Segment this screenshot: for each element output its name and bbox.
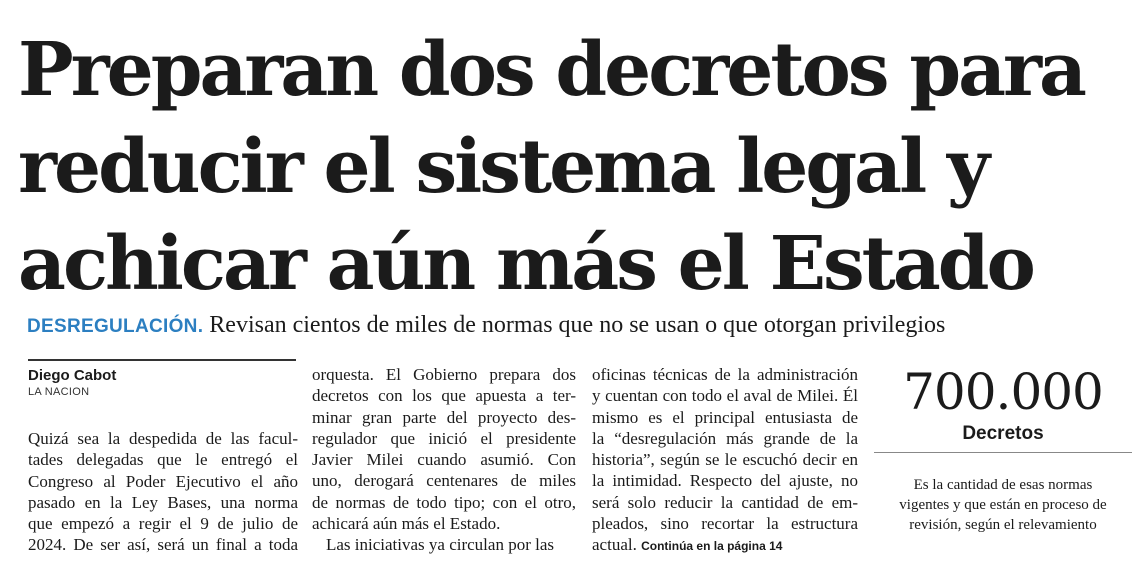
stat-number: 700.000 <box>903 363 1103 421</box>
body-line: uno, derogará centenares de miles <box>312 471 576 491</box>
continued-link[interactable]: Continúa en la página 14 <box>641 539 783 554</box>
body-line: decretos con los que apuesta a ter- <box>312 386 576 406</box>
stat-divider <box>874 452 1132 453</box>
body-line: Las iniciativas ya circulan por las <box>326 535 554 555</box>
author-name: Diego Cabot <box>28 367 117 384</box>
section-kicker: DESREGULACIÓN. <box>27 316 204 337</box>
body-line: de normas de todo tipo; con el otro, <box>312 492 576 512</box>
article-column-3 <box>592 364 858 558</box>
body-line: Congreso al Poder Ejecutivo el año <box>28 471 298 491</box>
body-line: historia”, según se le escuchó decir en <box>592 450 858 470</box>
headline-line-2: reducir el sistema legal y <box>18 124 987 210</box>
body-line: mismo es el principal entusiasta de <box>592 407 858 427</box>
body-line: Quizá sea la despedida de las facul- <box>28 429 298 448</box>
body-line: y cuentan con todo el aval de Milei. Él <box>592 386 858 406</box>
body-line: tades delegadas que le entregó el <box>28 450 298 470</box>
stat-box <box>874 362 1132 535</box>
body-line: será solo reducir la cantidad de em- <box>592 492 858 512</box>
body-line-text: actual. <box>592 535 637 555</box>
body-line: pasado en la Ley Bases, una norma <box>28 492 298 512</box>
article-column-1 <box>28 428 298 556</box>
agency-name: LA NACION <box>28 386 90 398</box>
headline <box>18 22 1133 313</box>
subheadline <box>27 310 1137 342</box>
headline-line-1: Preparan dos decretos para <box>18 27 1084 113</box>
stat-desc-line: vigentes y que están en proceso de <box>899 497 1107 513</box>
body-line: regulador que inició el presidente <box>312 428 576 448</box>
stat-description <box>874 475 1132 535</box>
body-line: minar gran parte del proyecto des- <box>312 407 576 427</box>
body-line: oficinas técnicas de la administración <box>592 365 858 384</box>
headline-line-3: achicar aún más el Estado <box>18 221 1033 307</box>
body-line: achicará aún más el Estado. <box>312 514 501 534</box>
body-line: orquesta. El Gobierno prepara dos <box>312 365 576 384</box>
body-line: Javier Milei cuando asumió. Con <box>312 450 576 470</box>
byline-rule <box>28 359 296 361</box>
stat-desc-line: revisión, según el relevamiento <box>909 517 1097 533</box>
stat-label: Decretos <box>962 423 1044 444</box>
body-line: pleados, sino recortar la estructura <box>592 514 858 534</box>
article-column-2 <box>312 364 576 556</box>
body-line-last <box>592 534 858 557</box>
stat-desc-line: Es la cantidad de esas normas <box>913 477 1093 493</box>
body-line: 2024. De ser así, será un final a toda <box>28 535 298 555</box>
body-line: la “desregulación más grande de la <box>592 428 858 448</box>
body-line: la intimidad. Respecto del ajuste, no <box>592 471 858 491</box>
byline <box>28 366 116 399</box>
subheadline-text: Revisan cientos de miles de normas que no se usan o que otorgan privilegios <box>209 312 946 338</box>
body-line: que empezó a regir el 9 de julio de <box>28 514 298 534</box>
